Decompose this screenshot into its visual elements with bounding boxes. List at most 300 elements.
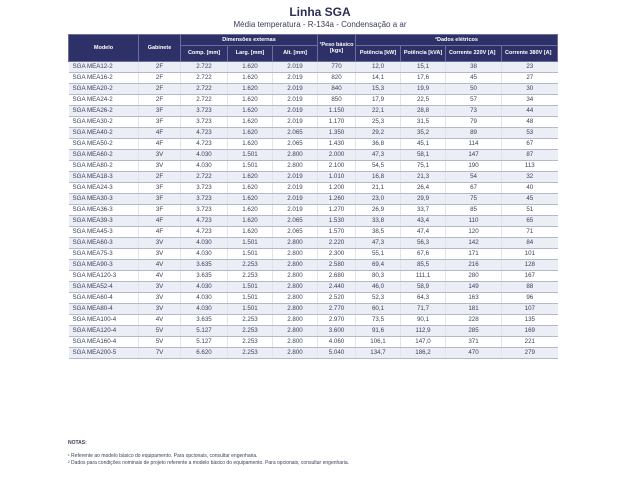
cell-peso: 1.570 — [318, 227, 356, 238]
cell-potencia-kw: 23,0 — [356, 194, 401, 205]
cell-corrente-220: 57 — [446, 95, 502, 106]
cell-alt: 2.800 — [273, 282, 318, 293]
cell-potencia-kva: 90,1 — [401, 315, 446, 326]
cell-comp: 3.635 — [181, 271, 228, 282]
cell-corrente-380: 67 — [502, 139, 558, 150]
cell-corrente-220: 54 — [446, 172, 502, 183]
cell-corrente-380: 128 — [502, 260, 558, 271]
table-row — [69, 117, 558, 128]
table-row — [69, 238, 558, 249]
cell-larg: 2.253 — [228, 260, 273, 271]
cell-corrente-380: 34 — [502, 95, 558, 106]
cell-potencia-kw: 73,5 — [356, 315, 401, 326]
notes-label: NOTAS: — [68, 440, 87, 446]
cell-larg: 1.620 — [228, 84, 273, 95]
cell-larg: 1.501 — [228, 304, 273, 315]
cell-modelo: SGA MEA80-2 — [69, 161, 139, 172]
cell-corrente-380: 32 — [502, 172, 558, 183]
cell-corrente-220: 171 — [446, 249, 502, 260]
cell-peso: 1.430 — [318, 139, 356, 150]
cell-potencia-kw: 21,1 — [356, 183, 401, 194]
cell-potencia-kw: 17,9 — [356, 95, 401, 106]
cell-potencia-kva: 58,9 — [401, 282, 446, 293]
cell-alt: 2.019 — [273, 106, 318, 117]
cell-corrente-380: 45 — [502, 194, 558, 205]
cell-larg: 1.620 — [228, 117, 273, 128]
cell-potencia-kva: 67,6 — [401, 249, 446, 260]
col-header-peso: ¹Peso básico [kgs] — [318, 35, 356, 62]
cell-peso: 770 — [318, 62, 356, 73]
col-header-gabinete: Gabinete — [139, 35, 181, 62]
cell-comp: 5.127 — [181, 326, 228, 337]
col-group-dimensoes: Dimensões externas — [181, 35, 318, 46]
cell-larg: 1.501 — [228, 161, 273, 172]
cell-corrente-220: 142 — [446, 238, 502, 249]
cell-potencia-kva: 58,1 — [401, 150, 446, 161]
cell-alt: 2.019 — [273, 117, 318, 128]
cell-peso: 4.060 — [318, 337, 356, 348]
cell-peso: 1.530 — [318, 216, 356, 227]
cell-gabinete: 5V — [139, 326, 181, 337]
cell-potencia-kw: 69,4 — [356, 260, 401, 271]
col-header-potencia-kw: Potência [kW] — [356, 46, 401, 62]
cell-potencia-kva: 17,6 — [401, 73, 446, 84]
cell-alt: 2.019 — [273, 172, 318, 183]
cell-comp: 2.722 — [181, 84, 228, 95]
cell-comp: 6.620 — [181, 348, 228, 359]
table-row — [69, 227, 558, 238]
cell-modelo: SGA MEA16-2 — [69, 73, 139, 84]
cell-peso: 1.150 — [318, 106, 356, 117]
notes-section — [68, 440, 588, 466]
cell-larg: 1.501 — [228, 293, 273, 304]
cell-modelo: SGA MEA60-3 — [69, 238, 139, 249]
cell-modelo: SGA MEA60-4 — [69, 293, 139, 304]
cell-modelo: SGA MEA52-4 — [69, 282, 139, 293]
cell-peso: 1.010 — [318, 172, 356, 183]
col-header-corrente-220: Corrente 220V [A] — [446, 46, 502, 62]
cell-gabinete: 2F — [139, 172, 181, 183]
cell-comp: 2.722 — [181, 172, 228, 183]
cell-modelo: SGA MEA120-4 — [69, 326, 139, 337]
cell-gabinete: 5V — [139, 337, 181, 348]
cell-larg: 1.501 — [228, 150, 273, 161]
cell-comp: 2.722 — [181, 95, 228, 106]
cell-potencia-kw: 60,1 — [356, 304, 401, 315]
cell-corrente-220: 45 — [446, 73, 502, 84]
cell-potencia-kva: 29,9 — [401, 194, 446, 205]
cell-modelo: SGA MEA30-3 — [69, 194, 139, 205]
cell-comp: 4.723 — [181, 139, 228, 150]
cell-gabinete: 3V — [139, 238, 181, 249]
cell-alt: 2.065 — [273, 128, 318, 139]
table-row — [69, 249, 558, 260]
cell-comp: 3.723 — [181, 205, 228, 216]
cell-potencia-kva: 31,5 — [401, 117, 446, 128]
cell-corrente-220: 147 — [446, 150, 502, 161]
cell-corrente-220: 149 — [446, 282, 502, 293]
cell-potencia-kva: 47,4 — [401, 227, 446, 238]
cell-potencia-kva: 112,9 — [401, 326, 446, 337]
cell-peso: 2.680 — [318, 271, 356, 282]
cell-larg: 1.620 — [228, 95, 273, 106]
cell-gabinete: 4V — [139, 271, 181, 282]
cell-corrente-220: 190 — [446, 161, 502, 172]
cell-larg: 1.620 — [228, 62, 273, 73]
table-header — [69, 35, 558, 62]
cell-potencia-kw: 55,1 — [356, 249, 401, 260]
cell-comp: 4.030 — [181, 161, 228, 172]
cell-gabinete: 3V — [139, 249, 181, 260]
cell-larg: 1.620 — [228, 183, 273, 194]
cell-corrente-220: 79 — [446, 117, 502, 128]
cell-modelo: SGA MEA40-2 — [69, 128, 139, 139]
cell-modelo: SGA MEA50-2 — [69, 139, 139, 150]
col-header-alt: Alt. [mm] — [273, 46, 318, 62]
cell-corrente-380: 30 — [502, 84, 558, 95]
cell-peso: 2.970 — [318, 315, 356, 326]
page-title: Linha SGA — [289, 5, 351, 19]
cell-modelo: SGA MEA200-5 — [69, 348, 139, 359]
cell-peso: 2.520 — [318, 293, 356, 304]
col-group-dados-eletricos: ²Dados elétricos — [356, 35, 558, 46]
cell-corrente-380: 48 — [502, 117, 558, 128]
cell-larg: 1.620 — [228, 216, 273, 227]
cell-gabinete: 4F — [139, 128, 181, 139]
cell-corrente-380: 221 — [502, 337, 558, 348]
cell-comp: 3.635 — [181, 260, 228, 271]
cell-larg: 2.253 — [228, 337, 273, 348]
cell-potencia-kw: 15,3 — [356, 84, 401, 95]
cell-potencia-kva: 56,3 — [401, 238, 446, 249]
cell-peso: 840 — [318, 84, 356, 95]
cell-alt: 2.800 — [273, 326, 318, 337]
cell-larg: 1.620 — [228, 205, 273, 216]
cell-alt: 2.800 — [273, 293, 318, 304]
cell-peso: 5.040 — [318, 348, 356, 359]
cell-comp: 5.127 — [181, 337, 228, 348]
cell-corrente-220: 85 — [446, 205, 502, 216]
table-row — [69, 337, 558, 348]
cell-corrente-380: 53 — [502, 128, 558, 139]
cell-modelo: SGA MEA75-3 — [69, 249, 139, 260]
cell-corrente-220: 285 — [446, 326, 502, 337]
cell-alt: 2.019 — [273, 73, 318, 84]
col-header-potencia-kva: Potência [kVA] — [401, 46, 446, 62]
cell-potencia-kw: 47,3 — [356, 238, 401, 249]
table-row — [69, 95, 558, 106]
cell-corrente-380: 96 — [502, 293, 558, 304]
cell-corrente-220: 38 — [446, 62, 502, 73]
cell-potencia-kva: 28,8 — [401, 106, 446, 117]
cell-potencia-kva: 15,1 — [401, 62, 446, 73]
table-row — [69, 150, 558, 161]
cell-modelo: SGA MEA26-2 — [69, 106, 139, 117]
cell-larg: 1.620 — [228, 73, 273, 84]
table-row — [69, 106, 558, 117]
cell-corrente-220: 228 — [446, 315, 502, 326]
cell-potencia-kva: 111,1 — [401, 271, 446, 282]
cell-potencia-kw: 38,5 — [356, 227, 401, 238]
cell-larg: 1.620 — [228, 106, 273, 117]
cell-potencia-kva: 22,5 — [401, 95, 446, 106]
cell-comp: 4.723 — [181, 227, 228, 238]
table-row — [69, 271, 558, 282]
table-row — [69, 172, 558, 183]
page-subtitle: Média temperatura - R-134a - Condensação a ar — [233, 20, 407, 29]
cell-potencia-kw: 80,3 — [356, 271, 401, 282]
cell-potencia-kva: 21,3 — [401, 172, 446, 183]
cell-potencia-kw: 14,1 — [356, 73, 401, 84]
cell-larg: 2.253 — [228, 271, 273, 282]
cell-alt: 2.800 — [273, 271, 318, 282]
cell-peso: 3.600 — [318, 326, 356, 337]
table-row — [69, 62, 558, 73]
cell-modelo: SGA MEA36-3 — [69, 205, 139, 216]
cell-larg: 1.620 — [228, 172, 273, 183]
cell-gabinete: 3V — [139, 150, 181, 161]
cell-gabinete: 2F — [139, 73, 181, 84]
cell-gabinete: 2F — [139, 62, 181, 73]
cell-modelo: SGA MEA100-4 — [69, 315, 139, 326]
cell-potencia-kw: 25,3 — [356, 117, 401, 128]
cell-modelo: SGA MEA24-3 — [69, 183, 139, 194]
cell-corrente-220: 371 — [446, 337, 502, 348]
cell-alt: 2.800 — [273, 238, 318, 249]
col-header-larg: Larg. [mm] — [228, 46, 273, 62]
cell-potencia-kva: 33,7 — [401, 205, 446, 216]
cell-alt: 2.019 — [273, 62, 318, 73]
cell-peso: 1.270 — [318, 205, 356, 216]
cell-modelo: SGA MEA80-4 — [69, 304, 139, 315]
cell-gabinete: 3V — [139, 293, 181, 304]
cell-peso: 1.260 — [318, 194, 356, 205]
cell-potencia-kw: 91,6 — [356, 326, 401, 337]
cell-peso: 1.170 — [318, 117, 356, 128]
cell-comp: 4.030 — [181, 238, 228, 249]
cell-corrente-380: 84 — [502, 238, 558, 249]
cell-modelo: SGA MEA20-2 — [69, 84, 139, 95]
cell-gabinete: 4F — [139, 227, 181, 238]
cell-modelo: SGA MEA160-4 — [69, 337, 139, 348]
cell-corrente-220: 163 — [446, 293, 502, 304]
table-row — [69, 73, 558, 84]
table-row — [69, 348, 558, 359]
cell-potencia-kw: 47,3 — [356, 150, 401, 161]
table-row — [69, 315, 558, 326]
cell-comp: 4.723 — [181, 216, 228, 227]
cell-gabinete: 4F — [139, 139, 181, 150]
cell-corrente-380: 71 — [502, 227, 558, 238]
cell-gabinete: 3F — [139, 183, 181, 194]
cell-corrente-220: 114 — [446, 139, 502, 150]
cell-alt: 2.019 — [273, 183, 318, 194]
cell-corrente-380: 40 — [502, 183, 558, 194]
cell-larg: 1.620 — [228, 139, 273, 150]
cell-peso: 2.220 — [318, 238, 356, 249]
cell-gabinete: 7V — [139, 348, 181, 359]
cell-larg: 2.253 — [228, 315, 273, 326]
cell-comp: 3.723 — [181, 106, 228, 117]
cell-gabinete: 2F — [139, 95, 181, 106]
table-row — [69, 194, 558, 205]
cell-potencia-kw: 134,7 — [356, 348, 401, 359]
cell-alt: 2.800 — [273, 315, 318, 326]
cell-larg: 1.501 — [228, 282, 273, 293]
cell-corrente-220: 50 — [446, 84, 502, 95]
cell-larg: 1.501 — [228, 249, 273, 260]
cell-corrente-220: 120 — [446, 227, 502, 238]
cell-alt: 2.019 — [273, 84, 318, 95]
table-row — [69, 183, 558, 194]
cell-corrente-220: 75 — [446, 194, 502, 205]
cell-potencia-kw: 52,3 — [356, 293, 401, 304]
cell-potencia-kw: 33,8 — [356, 216, 401, 227]
cell-potencia-kva: 64,3 — [401, 293, 446, 304]
cell-comp: 4.030 — [181, 150, 228, 161]
cell-potencia-kva: 147,0 — [401, 337, 446, 348]
cell-modelo: SGA MEA24-2 — [69, 95, 139, 106]
cell-peso: 2.580 — [318, 260, 356, 271]
col-header-modelo: Modelo — [69, 35, 139, 62]
cell-gabinete: 4V — [139, 260, 181, 271]
cell-peso: 2.440 — [318, 282, 356, 293]
cell-larg: 1.620 — [228, 227, 273, 238]
cell-comp: 3.723 — [181, 117, 228, 128]
cell-larg: 2.253 — [228, 348, 273, 359]
cell-alt: 2.800 — [273, 304, 318, 315]
cell-comp: 3.723 — [181, 183, 228, 194]
cell-peso: 850 — [318, 95, 356, 106]
cell-comp: 4.030 — [181, 293, 228, 304]
cell-corrente-380: 169 — [502, 326, 558, 337]
cell-alt: 2.065 — [273, 139, 318, 150]
cell-alt: 2.800 — [273, 150, 318, 161]
cell-potencia-kw: 16,8 — [356, 172, 401, 183]
cell-gabinete: 3F — [139, 117, 181, 128]
cell-potencia-kva: 19,9 — [401, 84, 446, 95]
cell-comp: 3.723 — [181, 194, 228, 205]
cell-larg: 1.620 — [228, 194, 273, 205]
cell-comp: 2.722 — [181, 73, 228, 84]
cell-potencia-kw: 36,8 — [356, 139, 401, 150]
cell-potencia-kva: 26,4 — [401, 183, 446, 194]
cell-alt: 2.800 — [273, 337, 318, 348]
cell-gabinete: 4V — [139, 315, 181, 326]
cell-potencia-kw: 12,0 — [356, 62, 401, 73]
table-row — [69, 304, 558, 315]
cell-corrente-220: 470 — [446, 348, 502, 359]
specs-table — [68, 34, 558, 359]
cell-peso: 1.350 — [318, 128, 356, 139]
cell-modelo: SGA MEA90-3 — [69, 260, 139, 271]
table-row — [69, 293, 558, 304]
cell-comp: 4.030 — [181, 304, 228, 315]
cell-comp: 4.030 — [181, 249, 228, 260]
cell-alt: 2.019 — [273, 95, 318, 106]
cell-potencia-kw: 26,9 — [356, 205, 401, 216]
cell-modelo: SGA MEA18-3 — [69, 172, 139, 183]
cell-peso: 1.200 — [318, 183, 356, 194]
note-1: ¹ Referente ao modelo básico do equipamento. Para opcionais, consultar engenharia. — [68, 453, 258, 459]
cell-corrente-380: 44 — [502, 106, 558, 117]
cell-potencia-kw: 22,1 — [356, 106, 401, 117]
cell-corrente-220: 216 — [446, 260, 502, 271]
cell-corrente-380: 135 — [502, 315, 558, 326]
cell-corrente-380: 113 — [502, 161, 558, 172]
cell-potencia-kva: 75,1 — [401, 161, 446, 172]
cell-potencia-kva: 71,7 — [401, 304, 446, 315]
cell-gabinete: 3V — [139, 282, 181, 293]
cell-corrente-380: 107 — [502, 304, 558, 315]
cell-potencia-kva: 35,2 — [401, 128, 446, 139]
cell-corrente-380: 23 — [502, 62, 558, 73]
table-row — [69, 205, 558, 216]
cell-larg: 1.620 — [228, 128, 273, 139]
cell-alt: 2.019 — [273, 194, 318, 205]
table-body — [69, 62, 558, 359]
col-header-corrente-380: Corrente 380V [A] — [502, 46, 558, 62]
cell-corrente-380: 279 — [502, 348, 558, 359]
cell-alt: 2.019 — [273, 205, 318, 216]
cell-modelo: SGA MEA39-3 — [69, 216, 139, 227]
table-row — [69, 282, 558, 293]
cell-potencia-kva: 85,5 — [401, 260, 446, 271]
cell-comp: 2.722 — [181, 62, 228, 73]
cell-alt: 2.800 — [273, 260, 318, 271]
cell-peso: 2.770 — [318, 304, 356, 315]
cell-alt: 2.065 — [273, 216, 318, 227]
table-row — [69, 161, 558, 172]
table-row — [69, 216, 558, 227]
cell-corrente-220: 280 — [446, 271, 502, 282]
cell-corrente-380: 88 — [502, 282, 558, 293]
cell-gabinete: 3F — [139, 205, 181, 216]
cell-potencia-kw: 54,5 — [356, 161, 401, 172]
cell-alt: 2.800 — [273, 249, 318, 260]
cell-potencia-kw: 46,0 — [356, 282, 401, 293]
cell-potencia-kva: 43,4 — [401, 216, 446, 227]
table-row — [69, 139, 558, 150]
note-2: ² Dados para condições nominais de projeto referente a modelo básico do equipamento. Para opcionais, consultar engenharia. — [68, 459, 350, 466]
cell-modelo: SGA MEA12-2 — [69, 62, 139, 73]
table-row — [69, 128, 558, 139]
cell-corrente-220: 73 — [446, 106, 502, 117]
cell-potencia-kw: 106,1 — [356, 337, 401, 348]
cell-gabinete: 3F — [139, 106, 181, 117]
cell-peso: 2.000 — [318, 150, 356, 161]
cell-corrente-380: 51 — [502, 205, 558, 216]
cell-alt: 2.800 — [273, 348, 318, 359]
cell-potencia-kva: 45,1 — [401, 139, 446, 150]
cell-gabinete: 4F — [139, 216, 181, 227]
cell-potencia-kw: 29,2 — [356, 128, 401, 139]
cell-gabinete: 3V — [139, 161, 181, 172]
cell-modelo: SGA MEA30-2 — [69, 117, 139, 128]
cell-corrente-380: 27 — [502, 73, 558, 84]
cell-larg: 1.501 — [228, 238, 273, 249]
cell-modelo: SGA MEA60-2 — [69, 150, 139, 161]
cell-comp: 4.030 — [181, 282, 228, 293]
cell-gabinete: 2F — [139, 84, 181, 95]
cell-corrente-220: 110 — [446, 216, 502, 227]
cell-corrente-380: 167 — [502, 271, 558, 282]
table-row — [69, 260, 558, 271]
cell-gabinete: 3V — [139, 304, 181, 315]
cell-peso: 2.300 — [318, 249, 356, 260]
cell-modelo: SGA MEA120-3 — [69, 271, 139, 282]
cell-alt: 2.065 — [273, 227, 318, 238]
